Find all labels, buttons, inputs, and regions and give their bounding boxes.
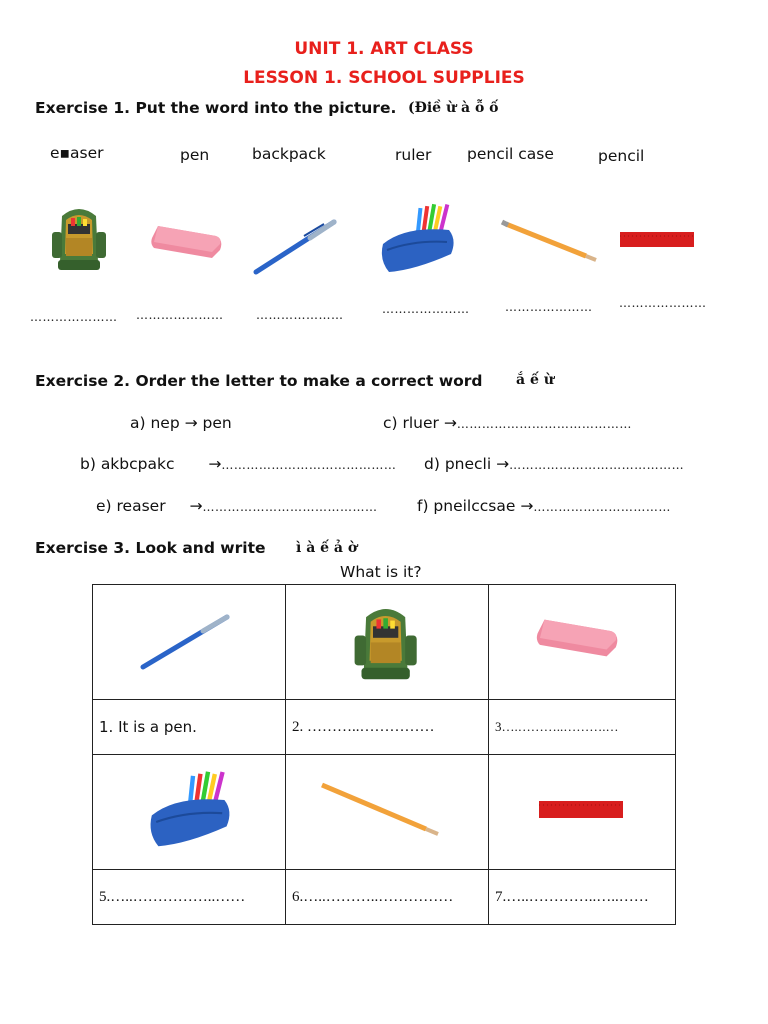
arrow-icon: → <box>520 497 534 515</box>
ex2-answer: pen <box>202 414 232 432</box>
ex2-item-b <box>80 455 396 473</box>
pencil-case-image <box>375 200 457 276</box>
ex2-question: b) akbcpakc <box>80 455 175 473</box>
backpack-image <box>48 202 110 274</box>
answer-blank-3[interactable]: ………………… <box>256 308 344 322</box>
ex2-answer-blank[interactable]: …………………………………… <box>202 500 378 514</box>
answer-blank-2[interactable]: ………………… <box>136 308 224 322</box>
unit-title: UNIT 1. ART CLASS <box>294 39 474 59</box>
word-pen: pen <box>180 146 210 164</box>
word-ruler: ruler <box>395 146 432 164</box>
ex2-answer-blank[interactable]: …………………………………… <box>509 458 685 472</box>
word-backpack: backpack <box>252 145 326 163</box>
eraser-image <box>489 585 675 695</box>
ex2-item-d <box>424 455 684 473</box>
image-cell-pen <box>93 585 286 700</box>
image-cell-backpack <box>286 585 489 700</box>
answer-cell-1[interactable] <box>93 700 286 755</box>
answer-text-5: 5.…..……………..…… <box>99 888 246 905</box>
look-and-write-table <box>92 584 676 925</box>
arrow-icon: → <box>443 414 457 432</box>
answer-cell-5[interactable] <box>93 870 286 925</box>
lesson-title: LESSON 1. SCHOOL SUPPLIES <box>243 68 525 88</box>
ex2-question: c) rluer <box>383 414 439 432</box>
image-cell-ruler <box>489 755 676 870</box>
exercise2-vi: ắ ế ừ <box>516 372 554 388</box>
exercise2-title: Exercise 2. Order the letter to make a correct word <box>35 372 483 390</box>
image-cell-eraser <box>489 585 676 700</box>
pencil-image <box>500 218 600 264</box>
answer-blank-5[interactable]: ………………… <box>505 300 593 314</box>
exercise1-title: Exercise 1. Put the word into the picture. <box>35 99 397 117</box>
ex2-item-f <box>417 497 671 515</box>
answer-blank-1[interactable]: ………………… <box>30 310 118 324</box>
ex2-question: f) pneilccsae <box>417 497 516 515</box>
answer-text-3: 3….………..……….… <box>495 719 619 734</box>
answer-cell-7[interactable] <box>489 870 676 925</box>
answer-cell-3[interactable] <box>489 700 676 755</box>
ex2-question: a) nep <box>130 414 180 432</box>
exercise3-vi: ì à ế ả ờ <box>296 540 358 556</box>
image-cell-pencil-case <box>93 755 286 870</box>
ex2-item-e <box>96 497 377 515</box>
pencil-case-image <box>93 755 285 865</box>
pencil-image <box>286 755 488 865</box>
answer-text-7: 7.…..…………..…..…… <box>495 888 649 905</box>
arrow-icon: → <box>496 455 510 473</box>
arrow-icon: → <box>189 497 203 515</box>
arrow-icon: → <box>184 414 198 432</box>
word-pencil-case: pencil case <box>467 145 554 163</box>
answer-text-6: 6.…..………..…………… <box>292 888 454 905</box>
exercise3-title: Exercise 3. Look and write <box>35 539 266 557</box>
image-cell-pencil <box>286 755 489 870</box>
ex2-question: e) reaser <box>96 497 166 515</box>
ex2-item-a <box>130 414 232 432</box>
answer-blank-6[interactable]: ………………… <box>619 296 707 310</box>
answer-cell-2[interactable] <box>286 700 489 755</box>
answer-text-2: 2. ………..…………… <box>292 718 435 735</box>
ex2-answer-blank[interactable]: …………………………………… <box>456 417 632 431</box>
exercise1-vi: (Điề ừ à ỗ ố <box>408 100 499 116</box>
ex2-question: d) pnecli <box>424 455 492 473</box>
answer-cell-6[interactable] <box>286 870 489 925</box>
pen-image <box>250 218 340 276</box>
answer-blank-4[interactable]: ………………… <box>382 302 470 316</box>
ex2-item-c <box>383 414 632 432</box>
pen-image <box>93 585 285 695</box>
ex2-answer-blank[interactable]: …………………………… <box>533 500 671 514</box>
eraser-image <box>148 222 226 262</box>
backpack-image <box>286 585 488 695</box>
ex2-answer-blank[interactable]: …………………………………… <box>221 458 397 472</box>
word-eraser: e▪aser <box>50 144 104 162</box>
answer-text-1: 1. It is a pen. <box>99 718 197 736</box>
arrow-icon: → <box>208 455 222 473</box>
word-pencil: pencil <box>598 147 645 165</box>
ruler-image <box>489 755 675 865</box>
ruler-image <box>618 230 696 250</box>
exercise3-question: What is it? <box>340 563 422 581</box>
